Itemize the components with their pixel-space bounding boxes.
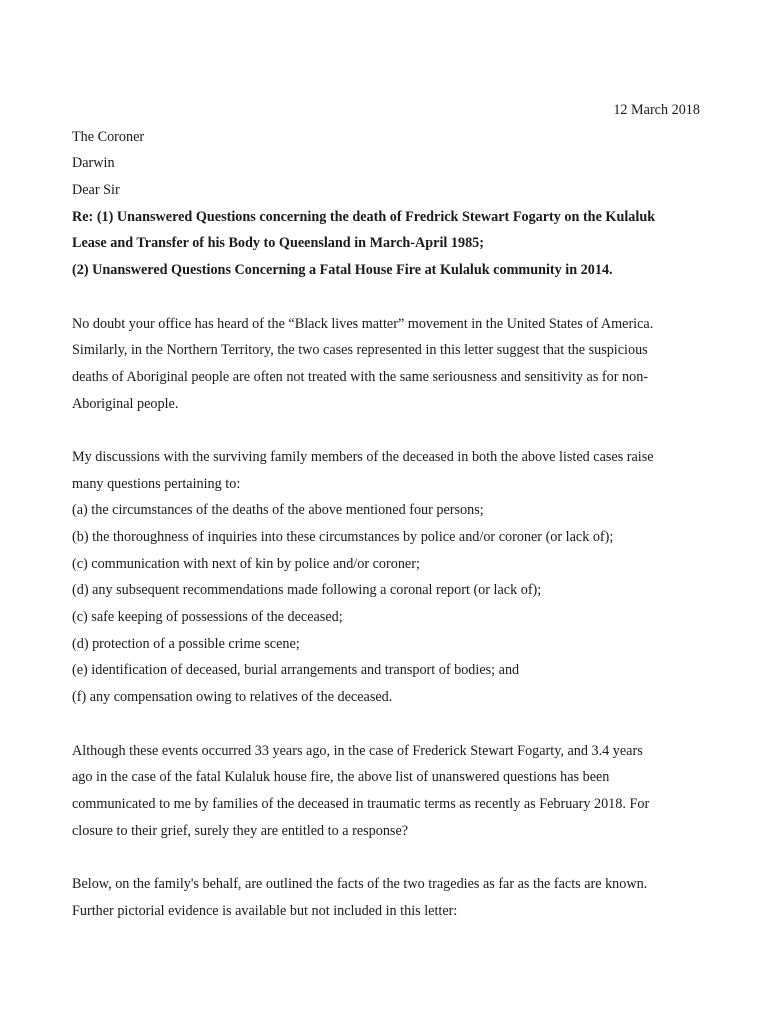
paragraph-line: ago in the case of the fatal Kulaluk house fire, the above list of unanswered questions has been	[72, 769, 610, 786]
question-item: (a) the circumstances of the deaths of the above mentioned four persons;	[72, 502, 484, 519]
paragraph-line: Although these events occurred 33 years ago, in the case of Frederick Stewart Fogarty, and 3.4 years	[72, 742, 643, 759]
question-item: (c) safe keeping of possessions of the deceased;	[72, 609, 343, 626]
subject-line: Re: (1) Unanswered Questions concerning the death of Fredrick Stewart Fogarty on the Kulaluk	[72, 208, 656, 225]
paragraph-line: deaths of Aboriginal people are often not treated with the same seriousness and sensitivity as for non-	[72, 368, 649, 385]
paragraph-gap	[72, 844, 700, 871]
paragraph-line: Similarly, in the Northern Territory, the two cases represented in this letter suggest that the suspicious	[72, 342, 648, 359]
letter-date: 12 March 2018	[613, 102, 700, 118]
letter-page	[72, 97, 700, 924]
salutation: Dear Sir	[72, 182, 120, 199]
paragraph-line: communicated to me by families of the deceased in traumatic terms as recently as February 2018. For	[72, 795, 650, 812]
subject-line: (2) Unanswered Questions Concerning a Fatal House Fire at Kulaluk community in 2014.	[72, 262, 613, 279]
paragraph-line: Below, on the family's behalf, are outlined the facts of the two tragedies as far as the facts are known.	[72, 875, 648, 892]
paragraph-gap	[72, 284, 700, 311]
recipient-line: The Coroner	[72, 128, 145, 145]
question-item: (e) identification of deceased, burial arrangements and transport of bodies; and	[72, 662, 520, 679]
subject-line: Lease and Transfer of his Body to Queensland in March-April 1985;	[72, 235, 484, 252]
question-item: (d) any subsequent recommendations made following a coronal report (or lack of);	[72, 582, 542, 599]
paragraph-line: many questions pertaining to:	[72, 475, 241, 492]
recipient-line: Darwin	[72, 155, 115, 172]
paragraph-line: No doubt your office has heard of the “Black lives matter” movement in the United States of America.	[72, 315, 654, 332]
paragraph-gap	[72, 711, 700, 738]
paragraph-line: Aboriginal people.	[72, 395, 179, 412]
question-item: (b) the thoroughness of inquiries into these circumstances by police and/or coroner (or lack of);	[72, 529, 614, 545]
paragraph-line: Further pictorial evidence is available but not included in this letter:	[72, 902, 458, 919]
paragraph-line: closure to their grief, surely they are entitled to a response?	[72, 822, 409, 839]
question-item: (c) communication with next of kin by police and/or coroner;	[72, 555, 420, 572]
paragraph-gap	[72, 417, 700, 444]
question-item: (f) any compensation owing to relatives of the deceased.	[72, 689, 393, 706]
question-item: (d) protection of a possible crime scene;	[72, 635, 300, 652]
paragraph-line: My discussions with the surviving family members of the deceased in both the above listed cases raise	[72, 448, 654, 465]
